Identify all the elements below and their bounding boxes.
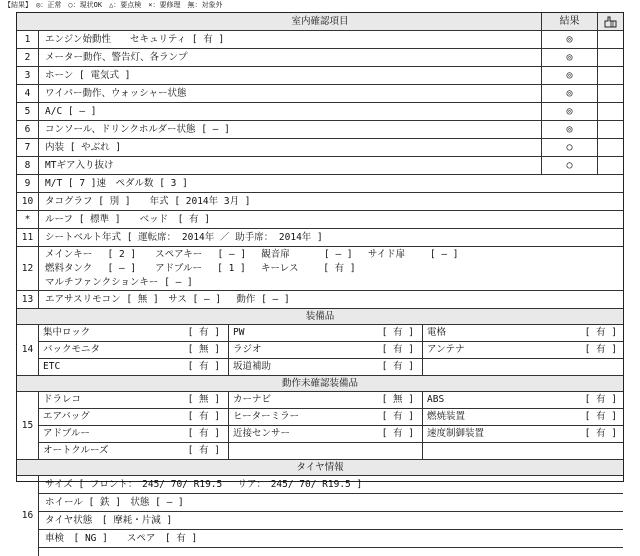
equipment-cell	[39, 359, 229, 376]
section-number: 14	[17, 325, 39, 375]
item-text: A/C [ ― ]	[45, 106, 97, 117]
tire-header: タイヤ情報	[17, 460, 623, 476]
item-row-9	[17, 175, 623, 193]
equipment-label: 集中ロック	[43, 327, 91, 338]
section-number: 15	[17, 392, 39, 459]
unconfirmed-cell	[39, 443, 229, 460]
item-result: ◎	[541, 67, 597, 84]
item-result: ○	[541, 157, 597, 174]
item-result: ◎	[541, 49, 597, 66]
item-number: 4	[17, 85, 39, 102]
unconfirmed-cell	[39, 426, 229, 442]
item-row-3	[17, 67, 623, 85]
unconfirmed-cell	[39, 392, 229, 408]
tire-text: 車検 [ NG ] スペア [ 有 ]	[45, 533, 198, 544]
inspection-sheet	[16, 12, 624, 544]
item-text: 内装 [ やぶれ ]	[45, 142, 122, 153]
equipment-value: [ 有 ]	[187, 327, 220, 338]
equipment-row	[39, 325, 623, 342]
item-row-2	[17, 49, 623, 67]
item-extra-cell	[597, 31, 623, 48]
equipment-value: [ 有 ]	[381, 344, 414, 355]
tire-line	[39, 512, 623, 530]
item-row-11	[17, 229, 623, 247]
item-number: 13	[17, 291, 39, 308]
unconfirmed-cell	[423, 392, 625, 408]
equipment-label: ヒーターミラー	[233, 411, 300, 422]
equipment-header: 装備品	[17, 309, 623, 325]
equipment-label: ドラレコ	[43, 394, 82, 405]
equipment-cell	[423, 342, 625, 358]
equipment-label: ABS	[427, 394, 445, 405]
unconfirmed-cell	[229, 409, 423, 425]
item-text: コンソール、ドリンクホルダー状態 [ ― ]	[45, 124, 230, 135]
equipment-label: ETC	[43, 361, 61, 372]
item-text: メーター動作、警告灯、各ランプ	[45, 52, 188, 63]
unconfirmed-section	[17, 392, 623, 460]
item-row-roof	[17, 211, 623, 229]
equipment-value: [ 有 ]	[381, 428, 414, 439]
equipment-label: 坂道補助	[233, 361, 272, 372]
equipment-label: 速度制御装置	[427, 428, 485, 439]
equipment-value: [ 有 ]	[381, 361, 414, 372]
equipment-cell	[423, 325, 625, 341]
unconfirmed-row	[39, 409, 623, 426]
item-result: ◎	[541, 121, 597, 138]
tire-text: サイズ [ フロント： 245/ 70/ R19.5 リア： 245/ 70/ R19.5 ]	[45, 479, 363, 490]
unconfirmed-cell	[423, 443, 625, 460]
equipment-label: オートクルーズ	[43, 445, 109, 456]
equipment-value: [ 有 ]	[187, 411, 220, 422]
unconfirmed-cell	[229, 443, 423, 460]
item-text: シートベルト年式 [ 運転席： 2014年 ／ 助手席： 2014年 ]	[45, 232, 323, 243]
item-row-7	[17, 139, 623, 157]
item-text: ルーフ [ 標準 ] ベッド [ 有 ]	[45, 214, 211, 225]
tire-line	[39, 494, 623, 512]
item-text: M/T [ 7 ]速 ペダル数 [ 3 ]	[45, 178, 188, 189]
item-number: 9	[17, 175, 39, 192]
item-row-4	[17, 85, 623, 103]
equipment-label: PW	[233, 327, 245, 338]
item-extra-cell	[597, 85, 623, 102]
item-text: タコグラフ [ 別 ] 年式 [ 2014年 3月 ]	[45, 196, 251, 207]
item-text: エアサスリモコン [ 無 ] サス [ ― ] 動作 [ ― ]	[45, 294, 290, 305]
equipment-value: [ 有 ]	[584, 394, 617, 405]
equipment-value: [ 有 ]	[187, 445, 220, 456]
item-row-12	[17, 247, 623, 291]
item-number: 8	[17, 157, 39, 174]
equipment-value: [ 無 ]	[381, 394, 414, 405]
item-text: エンジン始動性 セキュリティ [ 有 ]	[45, 34, 225, 45]
tire-line	[39, 476, 623, 494]
equipment-value: [ 有 ]	[584, 327, 617, 338]
item-row-5	[17, 103, 623, 121]
equipment-row	[39, 342, 623, 359]
equipment-cell	[229, 325, 423, 341]
keys-line-3: マルチファンクションキー [ ― ]	[45, 277, 193, 288]
item-row-8	[17, 157, 623, 175]
equipment-value: [ 有 ]	[584, 428, 617, 439]
item-extra-cell	[597, 139, 623, 156]
equipment-cell	[229, 359, 423, 376]
equipment-section	[17, 325, 623, 376]
keys-line-1: メインキー [ 2 ] スペアキー [ ― ] 観音扉 [ ― ] サイド扉 [ ― ]	[45, 249, 459, 260]
equipment-value: [ 有 ]	[584, 344, 617, 355]
equipment-cell	[39, 342, 229, 358]
item-number: 5	[17, 103, 39, 120]
equipment-value: [ 無 ]	[187, 394, 220, 405]
unconfirmed-cell	[229, 426, 423, 442]
equipment-label: 電格	[427, 327, 447, 338]
item-number: 12	[17, 247, 39, 290]
equipment-label: アドブルー	[43, 428, 90, 439]
equipment-label: 燃焼装置	[427, 411, 466, 422]
item-extra-cell	[597, 103, 623, 120]
item-number: 11	[17, 229, 39, 246]
item-extra-cell	[597, 121, 623, 138]
item-number: 6	[17, 121, 39, 138]
unconfirmed-row	[39, 426, 623, 443]
item-text: MTギア入り抜け	[45, 160, 114, 171]
tire-text: タイヤ状態 [ 摩耗・片減 ]	[45, 515, 173, 526]
equipment-label: 近接センサー	[233, 428, 291, 439]
item-extra-cell	[597, 67, 623, 84]
equipment-label: ラジオ	[233, 344, 262, 355]
result-header: 結果	[541, 13, 597, 30]
item-row-1	[17, 31, 623, 49]
equipment-cell	[39, 325, 229, 341]
item-extra-cell	[597, 157, 623, 174]
equipment-row	[39, 359, 623, 376]
unconfirmed-cell	[423, 409, 625, 425]
item-number: 10	[17, 193, 39, 210]
result-legend: 【結果】 ◎：正常 ○：現状OK △：要点検 ×：要修理 無：対象外	[4, 1, 223, 9]
item-text: ワイパー動作、ウォッシャー状態	[45, 88, 187, 99]
tire-line	[39, 530, 623, 548]
item-result: ◎	[541, 103, 597, 120]
item-row-13	[17, 291, 623, 309]
unconfirmed-row	[39, 392, 623, 409]
equipment-value: [ 有 ]	[187, 361, 220, 372]
interior-header	[17, 13, 623, 31]
item-extra-cell	[597, 49, 623, 66]
item-number: *	[17, 211, 39, 228]
keys-line-2: 燃料タンク [ ― ] アドブルー [ 1 ] キーレス [ 有 ]	[45, 263, 356, 274]
unconfirmed-row	[39, 443, 623, 460]
equipment-label: バックモニタ	[43, 344, 101, 355]
item-number: 1	[17, 31, 39, 48]
item-text: ホーン [ 電気式 ]	[45, 70, 131, 81]
unconfirmed-cell	[423, 426, 625, 442]
equipment-label: カーナビ	[233, 394, 272, 405]
equipment-label: アンテナ	[427, 344, 465, 355]
equipment-value: [ 有 ]	[381, 411, 414, 422]
section-number: 16	[17, 476, 39, 556]
tire-section	[17, 476, 623, 556]
item-number: 3	[17, 67, 39, 84]
item-result: ○	[541, 139, 597, 156]
item-result: ◎	[541, 31, 597, 48]
unconfirmed-cell	[39, 409, 229, 425]
unconfirmed-header: 動作未確認装備品	[17, 376, 623, 392]
item-result: ◎	[541, 85, 597, 102]
equipment-value: [ 有 ]	[584, 411, 617, 422]
item-number: 7	[17, 139, 39, 156]
equipment-value: [ 無 ]	[187, 344, 220, 355]
unconfirmed-cell	[229, 392, 423, 408]
equipment-value: [ 有 ]	[187, 428, 220, 439]
tire-text: ホイール [ 鉄 ] 状態 [ ― ]	[45, 497, 184, 508]
item-number: 2	[17, 49, 39, 66]
equipment-value: [ 有 ]	[381, 327, 414, 338]
item-row-6	[17, 121, 623, 139]
interior-title: 室内確認項目	[291, 16, 349, 27]
equipment-cell	[423, 359, 625, 376]
equipment-cell	[229, 342, 423, 358]
hand-pointer-icon[interactable]	[597, 13, 623, 30]
item-row-10	[17, 193, 623, 211]
equipment-label: エアバッグ	[43, 411, 90, 422]
